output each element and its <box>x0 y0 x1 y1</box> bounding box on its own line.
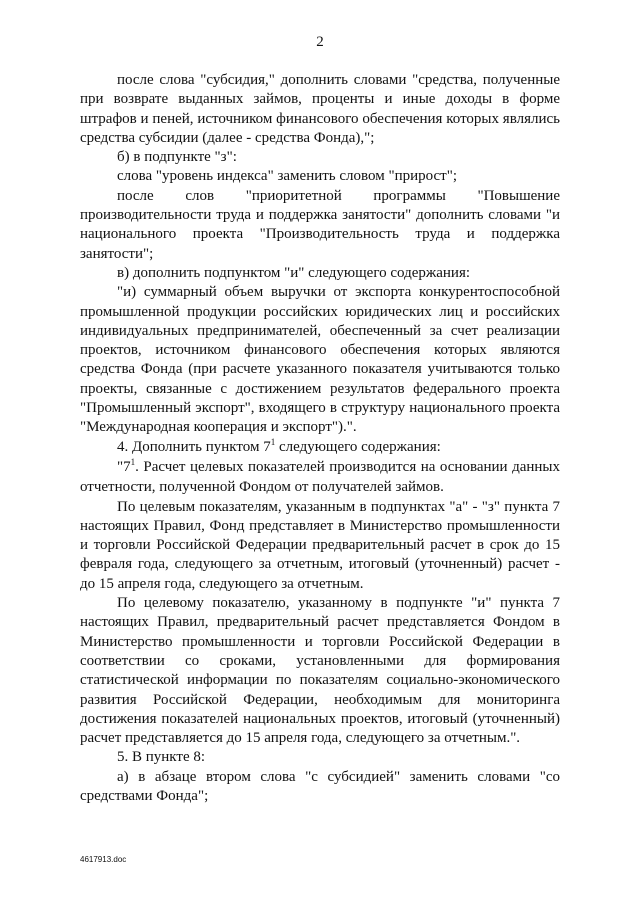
paragraph <box>80 438 560 458</box>
paragraph: б) в подпункте "з": <box>117 149 237 166</box>
paragraph: после слова "субсидия," дополнить словами "средства, полученные при возврате выданных займов, проценты и иные доходы в форме штрафов и пеней, источником финансового обеспечения которых являлись средства субсидии (далее - средства Фонда),"; <box>80 72 560 146</box>
paragraph-text: . Расчет целевых показателей производится на основании данных отчетности, полученной Фондом от получателей займов. <box>80 458 560 496</box>
paragraph: По целевому показателю, указанному в подпункте "и" пункта 7 настоящих Правил, предварительный расчет представляется Фондом в Министерство промышленности и торговли Российской Федерации в соответствии со сроками, установленными для формирования статистической информации по показателям социально-экономического развития Российской Федерации, необходимым для мониторинга достижения показателей национальных проектов, итоговый (уточненный) расчет представляется до 15 апреля года, следующего за отчетным.". <box>80 595 560 747</box>
paragraph-text: следующего содержания: <box>275 438 441 455</box>
paragraph: "и) суммарный объем выручки от экспорта конкурентоспособной промышленной продукции российских юридических лиц и российских индивидуальных предпринимателей, обеспеченный за счет реализации проектов, источником финансового обеспечения которых являются средства Фонда (при расчете указанного показателя учитываются только проекты, связанные с достижением результатов федерального проекта "Промышленный экспорт", входящего в структуру национального проекта "Международная кооперация и экспорт").". <box>80 284 560 436</box>
paragraph: после слов "приоритетной программы "Повышение производительности труда и поддержка занятости" дополнить словами "и национального проекта "Производительность труда и поддержка занятости"; <box>80 187 560 262</box>
paragraph <box>80 458 560 498</box>
page-number: 2 <box>316 34 324 50</box>
superscript: 1 <box>270 436 276 447</box>
document-body <box>80 71 560 806</box>
paragraph-text: "7 <box>117 458 131 475</box>
paragraph: а) в абзаце втором слова "с субсидией" заменить словами "со средствами Фонда"; <box>80 768 560 804</box>
superscript: 1 <box>130 456 136 467</box>
paragraph-text: 4. Дополнить пунктом 7 <box>117 438 271 455</box>
document-footer-code: 4617913.doc <box>80 855 127 864</box>
paragraph: слова "уровень индекса" заменить словом "прирост"; <box>117 168 458 185</box>
paragraph: в) дополнить подпунктом "и" следующего содержания: <box>117 264 471 281</box>
paragraph: По целевым показателям, указанным в подпунктах "а" - "з" пункта 7 настоящих Правил, Фонд представляет в Министерство промышленности и торговли Российской Федерации предварительный расчет в срок до 15 февраля года, следующего за отчетным, итоговый (уточненный) расчет - до 15 апреля года, следующего за отчетным. <box>80 498 560 592</box>
paragraph: 5. В пункте 8: <box>117 749 206 766</box>
